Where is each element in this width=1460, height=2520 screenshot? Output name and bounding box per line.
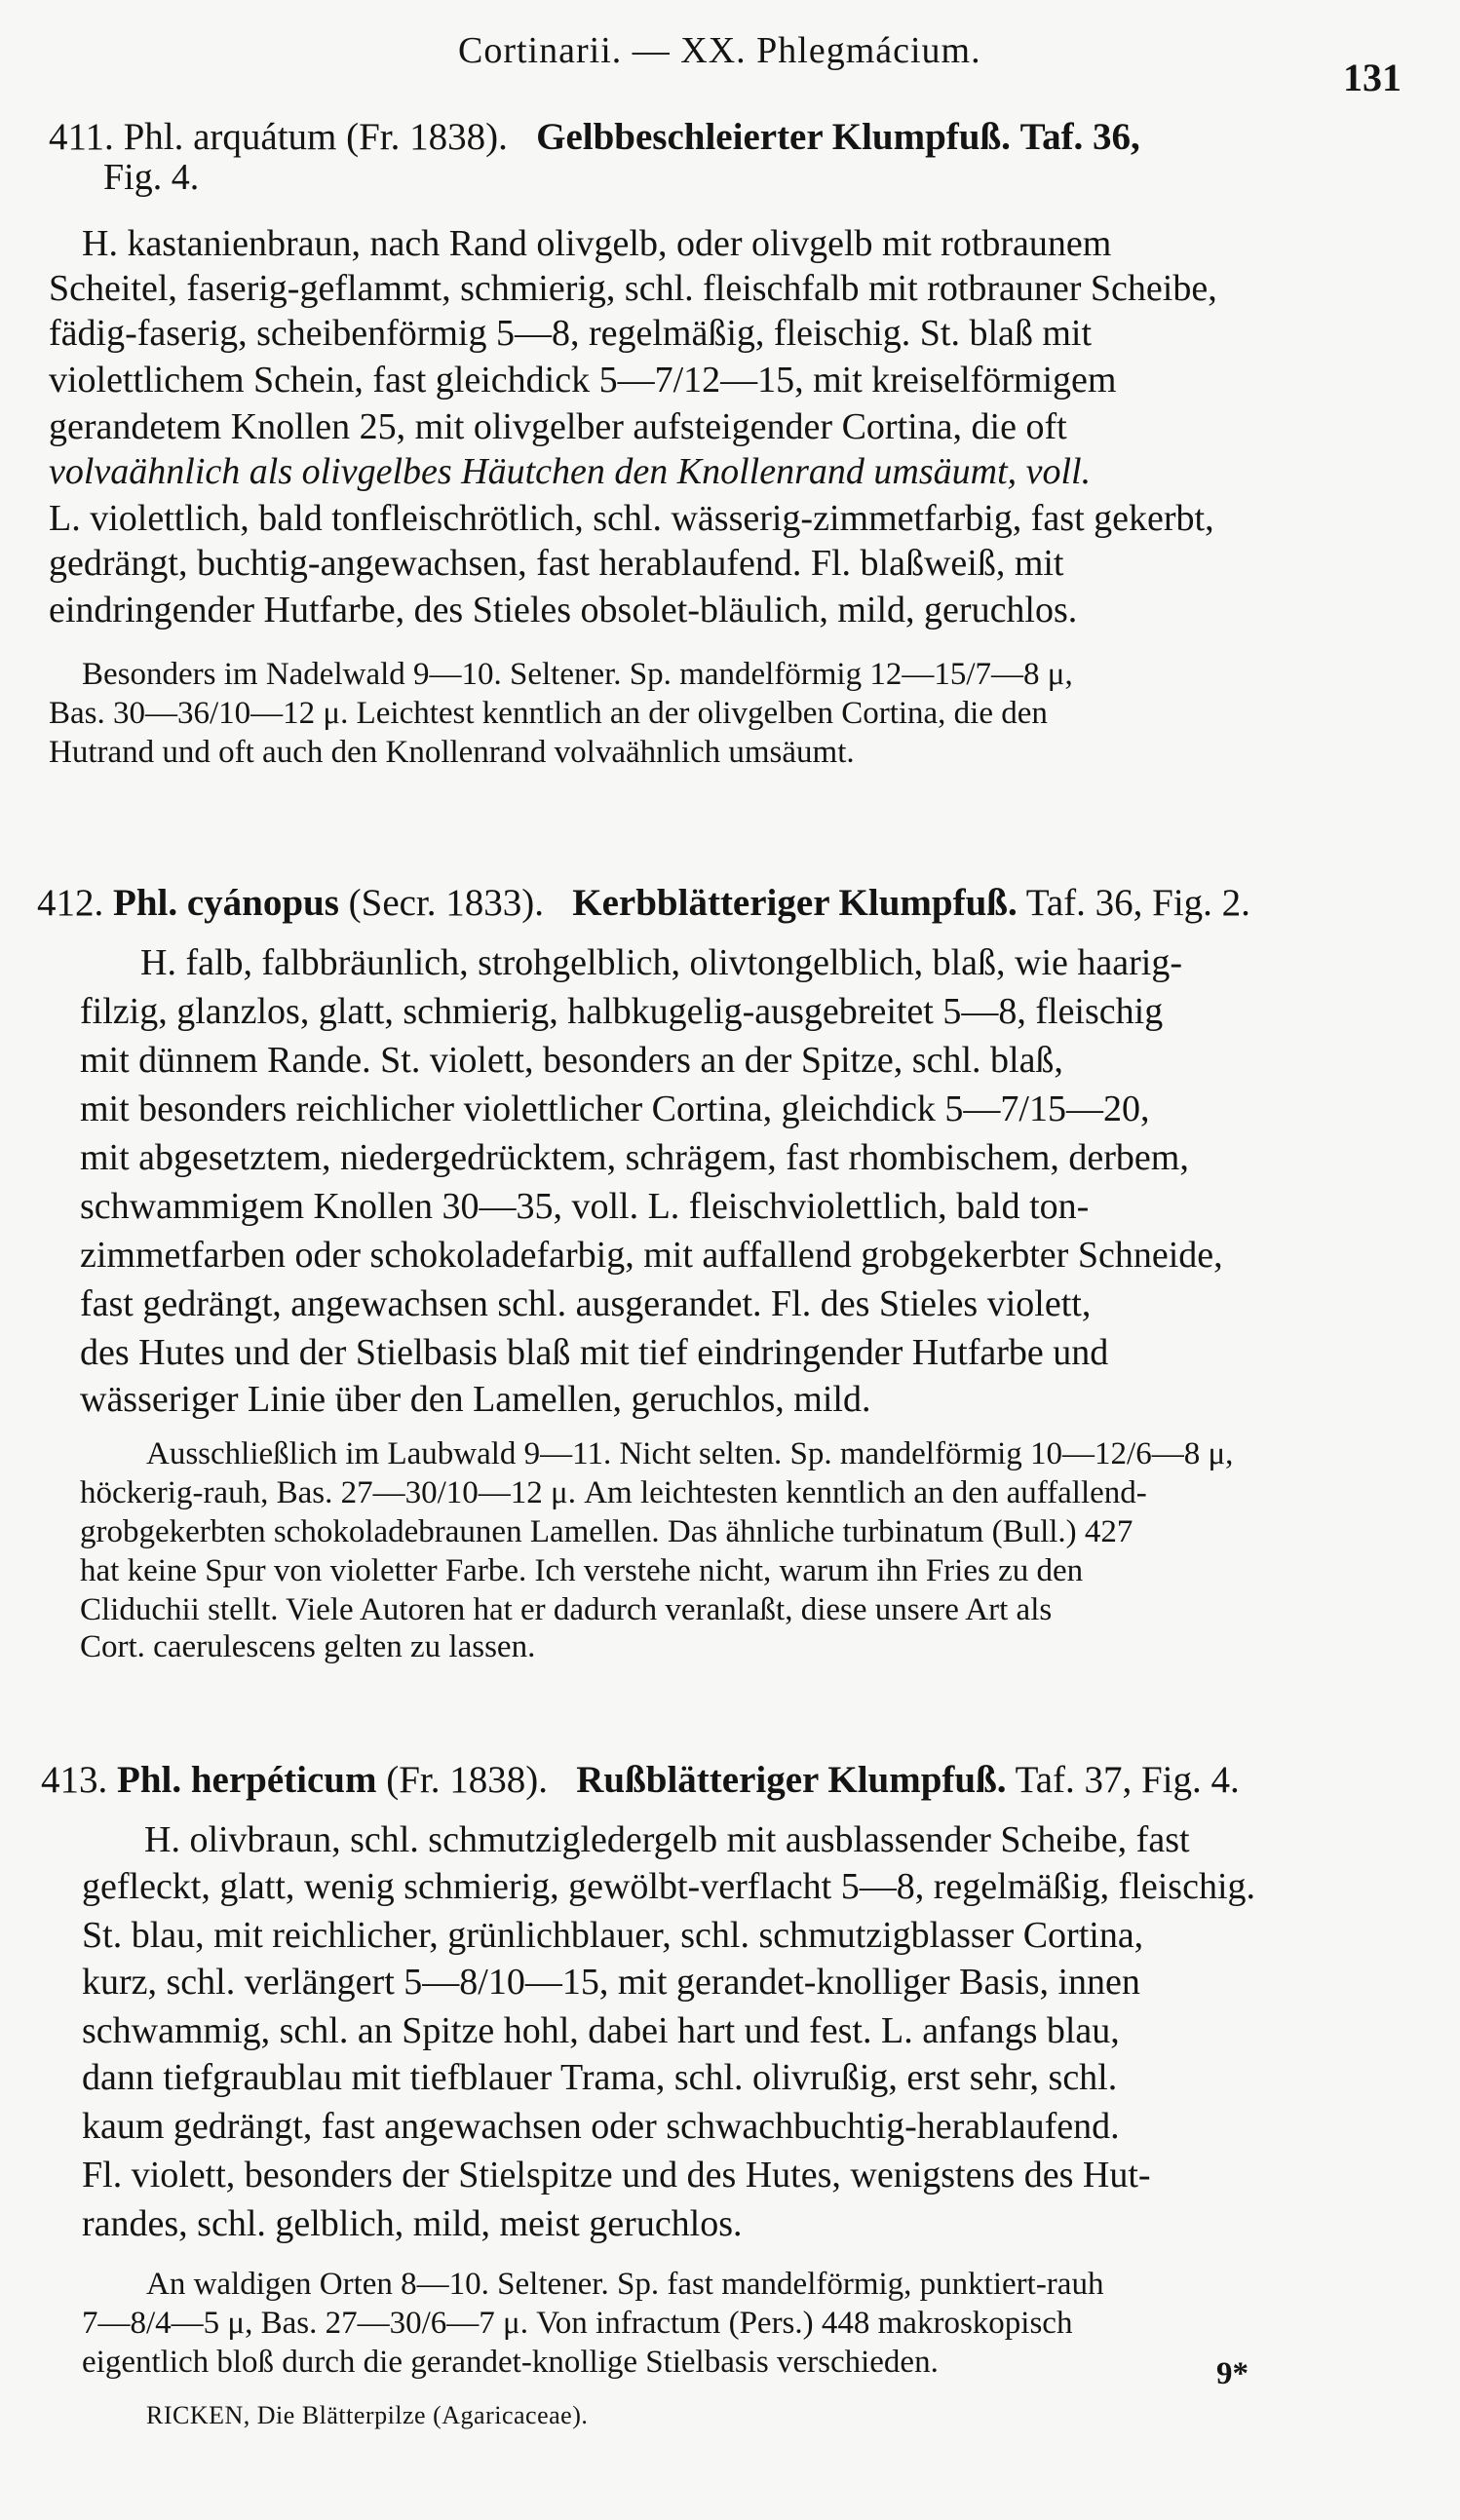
entry-411-line-3: fädig-faserig, scheibenförmig 5—8, regelmäßig, fleischig. St. blaß mit [49, 313, 1093, 354]
entry-412-line-3: mit dünnem Rande. St. violett, besonders an der Spitze, schl. blaß, [80, 1040, 1063, 1081]
entry-number: 411. [49, 116, 114, 158]
running-title: Cortinarii. — XX. Phlegmácium. [458, 30, 981, 71]
entry-412-line-8: fast gedrängt, angewachsen schl. ausgerandet. Fl. des Stieles violett, [80, 1283, 1092, 1324]
entry-413-note-3: eigentlich bloß durch die gerandet-knollige Stielbasis verschieden. [82, 2345, 939, 2380]
german-name: Gelbbeschleierter Klumpfuß. [536, 116, 1011, 158]
german-name: Kerbblätteriger Klumpfuß. [572, 882, 1018, 924]
plate-ref: Taf. 36, Fig. 2. [1025, 882, 1250, 924]
entry-411-line-6: volvaähnlich als olivgelbes Häutchen den Knollenrand umsäumt, voll. [49, 451, 1092, 492]
entry-411-line-5: gerandetem Knollen 25, mit olivgelber aufsteigender Cortina, die oft [49, 406, 1067, 447]
plate-ref: Taf. 37, Fig. 4. [1015, 1759, 1240, 1801]
entry-411-line-7: L. violettlich, bald tonfleischrötlich, schl. wässerig-zimmetfarbig, fast gekerbt, [49, 498, 1214, 539]
entry-412-line-1: H. falb, falbbräunlich, strohgelblich, olivtongelblich, blaß, wie haarig- [140, 942, 1182, 983]
entry-412-note-5: Cliduchii stellt. Viele Autoren hat er dadurch veranlaßt, diese unsere Art als [80, 1592, 1053, 1627]
entry-412-line-2: filzig, glanzlos, glatt, schmierig, halbkugelig-ausgebreitet 5—8, fleischig [80, 991, 1164, 1032]
imprint: RICKEN, Die Blätterpilze (Agaricaceae). [146, 2401, 589, 2429]
entry-412-line-7: zimmetfarben oder schokoladefarbig, mit auffallend grobgekerbter Schneide, [80, 1235, 1223, 1276]
species-name: Phl. arquátum [123, 116, 337, 158]
entry-413-line-2: gefleckt, glatt, wenig schmierig, gewölbt-verflacht 5—8, regelmäßig, fleischig. [82, 1866, 1255, 1907]
entry-413-line-6: dann tiefgraublau mit tiefblauer Trama, schl. olivrußig, erst sehr, schl. [82, 2057, 1118, 2098]
entry-411-line-1: H. kastanienbraun, nach Rand olivgelb, oder olivgelb mit rotbraunem [82, 223, 1112, 264]
entry-411-heading [49, 115, 1140, 159]
entry-413-note-2: 7—8/4—5 μ, Bas. 27—30/6—7 μ. Von infractum (Pers.) 448 makroskopisch [82, 2306, 1073, 2341]
entry-413-line-1: H. olivbraun, schl. schmutzigledergelb mit ausblassender Scheibe, fast [144, 1819, 1190, 1860]
plate-ref: Taf. 36, [1019, 116, 1140, 158]
author-citation: (Secr. 1833). [348, 882, 545, 924]
figure-ref: Fig. 4. [103, 157, 200, 198]
entry-411-line-9: eindringender Hutfarbe, des Stieles obsolet-bläulich, mild, geruchlos. [49, 590, 1078, 630]
entry-413-line-7: kaum gedrängt, fast angewachsen oder schwachbuchtig-herablaufend. [82, 2106, 1120, 2147]
entry-412-line-9: des Hutes und der Stielbasis blaß mit tief eindringender Hutfarbe und [80, 1332, 1109, 1373]
entry-412-note-3: grobgekerbten schokoladebraunen Lamellen. Das ähnliche turbinatum (Bull.) 427 [80, 1514, 1133, 1549]
entry-413-note-1: An waldigen Orten 8—10. Seltener. Sp. fast mandelförmig, punktiert-rauh [146, 2267, 1104, 2302]
entry-412-line-6: schwammigem Knollen 30—35, voll. L. fleischviolettlich, bald ton- [80, 1186, 1090, 1227]
entry-413-heading [41, 1758, 1240, 1802]
entry-412-line-5: mit abgesetztem, niedergedrücktem, schrägem, fast rhombischem, derbem, [80, 1137, 1189, 1178]
entry-413-line-9: randes, schl. gelblich, mild, meist geruchlos. [82, 2203, 743, 2244]
entry-411-line-4: violettlichem Schein, fast gleichdick 5—7/12—15, mit kreiselförmigem [49, 360, 1117, 401]
entry-412-line-10: wässeriger Linie über den Lamellen, geruchlos, mild. [80, 1379, 871, 1420]
entry-413-line-3: St. blau, mit reichlicher, grünlichblauer, schl. schmutzigblasser Cortina, [82, 1915, 1144, 1956]
species-name: Phl. herpéticum [117, 1759, 377, 1801]
entry-412-note-1: Ausschließlich im Laubwald 9—11. Nicht selten. Sp. mandelförmig 10—12/6—8 μ, [146, 1436, 1234, 1471]
entry-412-note-6: Cort. caerulescens gelten zu lassen. [80, 1629, 536, 1664]
page-number: 131 [1343, 56, 1402, 99]
entry-412-heading [37, 881, 1250, 925]
author-citation: (Fr. 1838). [346, 116, 508, 158]
author-citation: (Fr. 1838). [386, 1759, 548, 1801]
entry-411-line-2: Scheitel, faserig-geflammt, schmierig, schl. fleischfalb mit rotbrauner Scheibe, [49, 268, 1217, 309]
entry-412-note-2: höckerig-rauh, Bas. 27—30/10—12 μ. Am leichtesten kenntlich an den auffallend- [80, 1475, 1147, 1510]
entry-413-line-5: schwammig, schl. an Spitze hohl, dabei hart und fest. L. anfangs blau, [82, 2010, 1120, 2051]
entry-412-line-4: mit besonders reichlicher violettlicher Cortina, gleichdick 5—7/15—20, [80, 1088, 1150, 1129]
entry-413-line-8: Fl. violett, besonders der Stielspitze und des Hutes, wenigstens des Hut- [82, 2155, 1151, 2195]
species-name: Phl. cyánopus [113, 882, 339, 924]
entry-412-note-4: hat keine Spur von violetter Farbe. Ich verstehe nicht, warum ihn Fries zu den [80, 1553, 1084, 1588]
entry-411-note-1: Besonders im Nadelwald 9—10. Seltener. Sp. mandelförmig 12—15/7—8 μ, [82, 657, 1073, 692]
entry-413-line-4: kurz, schl. verlängert 5—8/10—15, mit gerandet-knolliger Basis, innen [82, 1962, 1140, 2003]
signature-mark: 9* [1216, 2356, 1249, 2391]
entry-411-note-3: Hutrand und oft auch den Knollenrand volvaähnlich umsäumt. [49, 735, 855, 770]
entry-number: 413. [41, 1759, 108, 1801]
entry-number: 412. [37, 882, 104, 924]
german-name: Rußblätteriger Klumpfuß. [576, 1759, 1007, 1801]
entry-411-note-2: Bas. 30—36/10—12 μ. Leichtest kenntlich an der olivgelben Cortina, die den [49, 696, 1048, 731]
entry-411-line-8: gedrängt, buchtig-angewachsen, fast herablaufend. Fl. blaßweiß, mit [49, 543, 1064, 584]
